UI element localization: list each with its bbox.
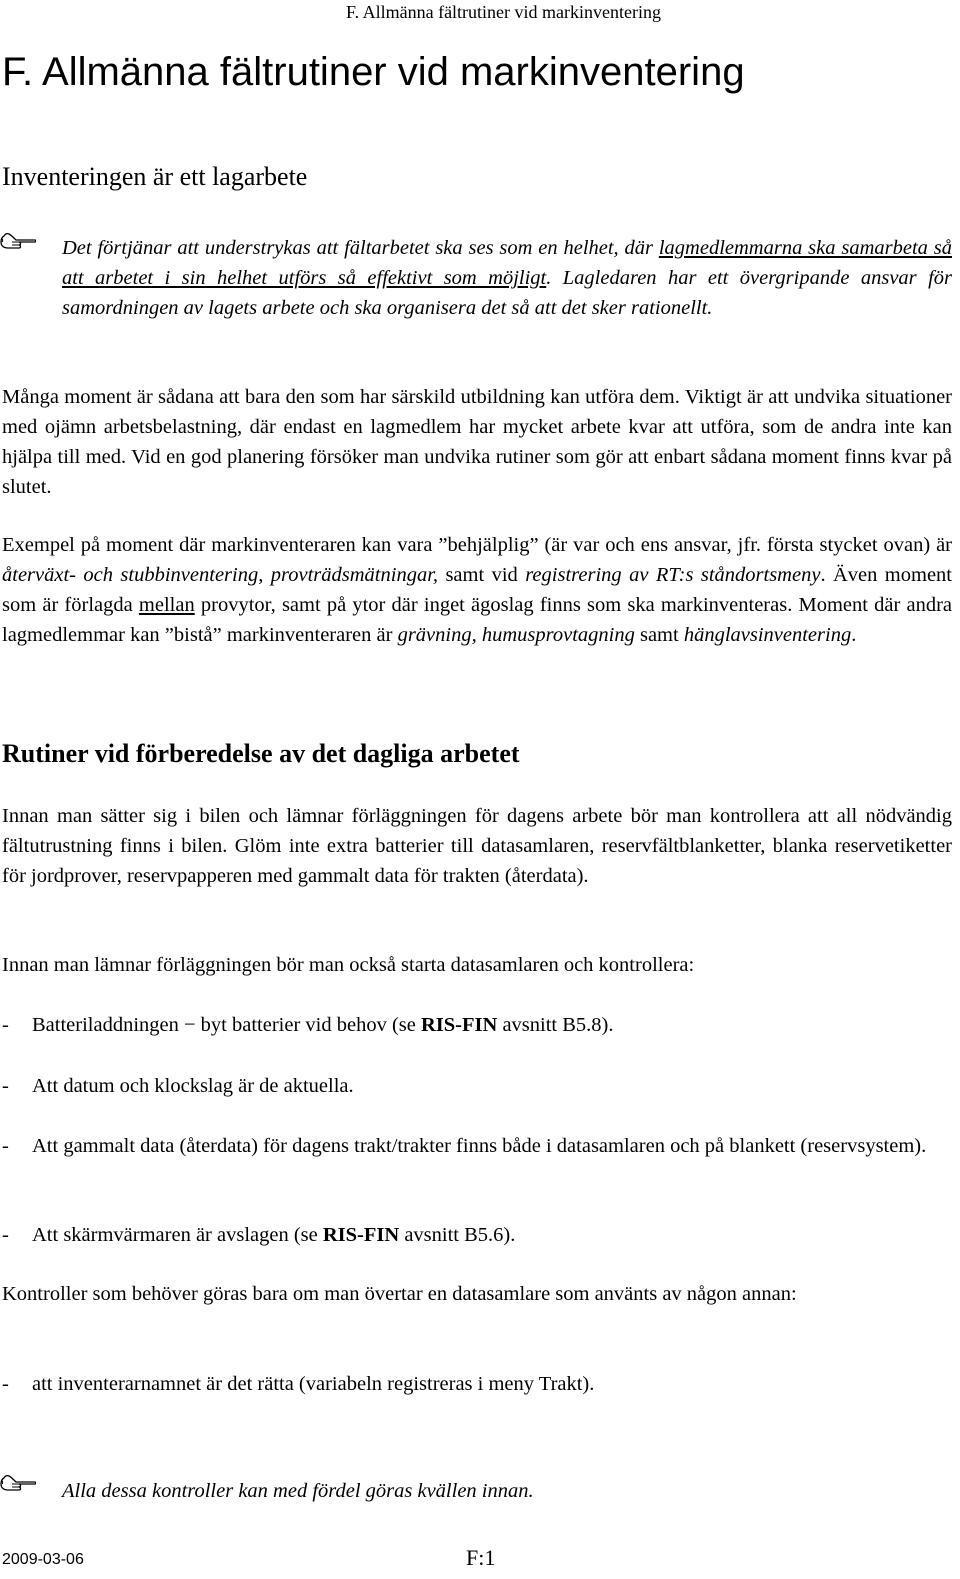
text: avsnitt B5.8).: [497, 1014, 614, 1036]
bullet-marker: -: [2, 1373, 9, 1395]
text: ,: [258, 564, 271, 586]
note-text-underlined: lagmedlemmarna ska samarbeta så att arbetet i sin helhet utförs så effektivt som möjligt: [62, 237, 952, 289]
bullet-inventory-name: att inventerarnamnet är det rätta (variabeln registreras i meny Trakt).: [32, 1373, 595, 1395]
text: provytor, samt på ytor där inget ägoslag finns som ska markinventeras. Moment där andra lagmedlemmar kan ”bistå” markinventeraren är: [2, 594, 952, 646]
text: samt: [634, 624, 684, 646]
text-italic: hänglavsinventering: [683, 624, 852, 646]
document-title: F. Allmänna fältrutiner vid markinventering: [2, 50, 745, 94]
text-italic: registrering av RT:s ståndortsmeny: [525, 564, 821, 586]
note-evening-before: Alla dessa kontroller kan med fördel göras kvällen innan.: [62, 1480, 534, 1502]
text: . Även moment som är förlagda: [2, 564, 952, 616]
text: Batteriladdningen − byt batterier vid behov (se: [32, 1014, 421, 1036]
bullet-screen-heater: [32, 1220, 952, 1250]
pointing-hand-icon: [0, 231, 36, 251]
bullet-marker: -: [2, 1224, 9, 1246]
text-bold: RIS-FIN: [421, 1014, 498, 1036]
text: Att skärmvärmaren är avslagen (se: [32, 1224, 323, 1246]
bullet-old-data: Att gammalt data (återdata) för dagens trakt/trakter finns både i datasamlaren och på blankett (reservsystem).: [32, 1135, 927, 1157]
page-number: F:1: [466, 1545, 496, 1570]
text-italic: återväxt- och stubbinventering: [2, 564, 259, 586]
text: samt vid: [438, 564, 526, 586]
bullet-date-time: Att datum och klockslag är de aktuella.: [32, 1075, 354, 1097]
section-heading-lagarbete: Inventeringen är ett lagarbete: [2, 162, 308, 191]
paragraph-examples: [2, 530, 952, 650]
pointing-hand-icon: [0, 1473, 36, 1493]
section-heading-rutiner: Rutiner vid förberedelse av det dagliga arbetet: [2, 739, 520, 768]
note-text-1: Det förtjänar att understrykas att fältarbetet ska ses som en helhet, där: [62, 237, 659, 259]
paragraph-equipment: Innan man sätter sig i bilen och lämnar förläggningen för dagens arbete bör man kontrollera att all nödvändig fältutrustning finns i bilen. Glöm inte extra batterier till datasamlaren, reservfältblanketter, blanka reservetiketter för jordprover, reservpapperen med gammalt data för trakten (återdata).: [2, 805, 952, 887]
paragraph-start-datalogger: Innan man lämnar förläggningen bör man också starta datasamlaren och kontrollera:: [2, 954, 695, 976]
text-italic: provträdsmätningar,: [270, 564, 439, 586]
note-teamwork: [62, 233, 952, 323]
paragraph-workload: Många moment är sådana att bara den som har särskild utbildning kan utföra dem. Viktigt är att undvika situationer med ojämn arbetsbelastning, där endast en lagmedlem har mycket arbete kvar att utföra, som de andra inte kan hjälpa till med. Vid en god planering försöker man undvika rutiner som gör att enbart sådana moment finns kvar på slutet.: [2, 386, 952, 498]
bullet-marker: -: [2, 1014, 9, 1036]
bullet-marker: -: [2, 1075, 9, 1097]
paragraph-takeover-checks: Kontroller som behöver göras bara om man övertar en datasamlare som använts av någon annan:: [2, 1283, 797, 1305]
bullet-battery: [32, 1010, 952, 1040]
text-italic: grävning, humusprovtagning: [397, 624, 635, 646]
bullet-marker: -: [2, 1135, 9, 1157]
note-text-2: . Lagledaren har ett övergripande ansvar för samordningen av lagets arbete och ska organisera det så att det sker rationellt.: [62, 267, 952, 319]
text: Exempel på moment där markinventeraren kan vara ”behjälplig” (är var och ens ansvar, jfr. första stycket ovan) är: [2, 534, 952, 556]
text-underlined: mellan: [138, 594, 195, 616]
text-bold: RIS-FIN: [322, 1224, 400, 1246]
running-header: F. Allmänna fältrutiner vid markinventering: [346, 2, 661, 22]
footer-date: 2009-03-06: [2, 1551, 84, 1568]
text: avsnitt B5.6).: [399, 1224, 516, 1246]
text: .: [851, 624, 857, 646]
